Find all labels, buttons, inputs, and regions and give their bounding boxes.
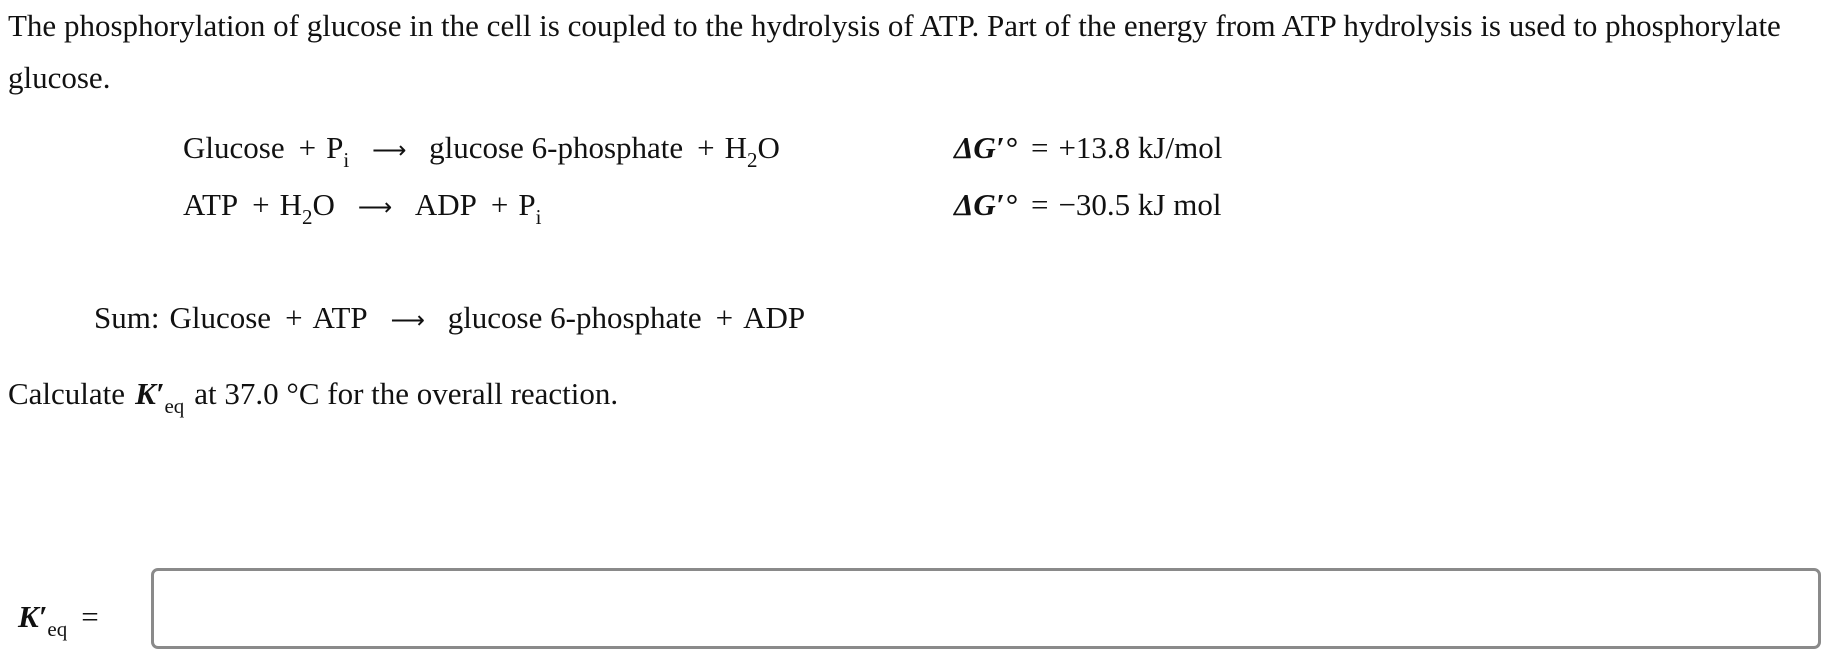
keq-answer-input[interactable]: [151, 568, 1821, 649]
reaction-arrow-icon: ⟶: [371, 136, 407, 164]
subscript: eq: [164, 394, 185, 418]
plus-sign: +: [298, 130, 317, 165]
product: ADP: [743, 300, 806, 335]
question-suffix: at 37.0 °C for the overall reaction.: [194, 376, 619, 411]
reactant: H: [279, 187, 303, 222]
keq-symbol: K′: [135, 376, 165, 411]
product: P: [518, 187, 536, 222]
plus-sign: +: [285, 300, 303, 335]
subscript: 2: [747, 148, 758, 172]
sum-label: Sum:: [94, 300, 160, 335]
reactant: P: [326, 130, 344, 165]
subscript: 2: [302, 205, 313, 229]
equals-sign: =: [81, 599, 99, 634]
reactant: ATP: [183, 187, 239, 222]
plus-sign: +: [715, 300, 734, 335]
subscript: i: [535, 205, 542, 229]
sum-reaction-equation: [94, 298, 805, 340]
plus-sign: +: [697, 130, 715, 165]
equals-sign: =: [1030, 187, 1049, 222]
keq-symbol: K′: [18, 599, 48, 634]
reactant: O: [312, 187, 335, 222]
answer-label: [18, 597, 99, 641]
reaction-1-free-energy: [954, 128, 1222, 168]
reactant: Glucose: [169, 300, 272, 335]
delta-g-label: ΔG′°: [954, 187, 1017, 222]
question-text: [8, 374, 619, 418]
question-prefix: Calculate: [8, 376, 126, 411]
reactant: ATP: [312, 300, 368, 335]
reaction-1-equation: [183, 128, 780, 170]
plus-sign: +: [252, 187, 270, 222]
reactant: Glucose: [183, 130, 285, 165]
subscript: i: [343, 148, 350, 172]
reaction-2-free-energy: [954, 185, 1221, 225]
reaction-arrow-icon: ⟶: [357, 193, 393, 221]
product: H: [724, 130, 748, 165]
subscript: eq: [47, 617, 68, 641]
plus-sign: +: [490, 187, 509, 222]
delta-g-label: ΔG′°: [954, 130, 1017, 165]
product: glucose 6-phosphate: [429, 130, 684, 165]
product: O: [757, 130, 780, 165]
equals-sign: =: [1030, 130, 1049, 165]
delta-g-value: −30.5 kJ mol: [1058, 187, 1222, 222]
reaction-arrow-icon: ⟶: [390, 306, 425, 334]
reaction-2-equation: [183, 185, 542, 227]
delta-g-value: +13.8 kJ/mol: [1058, 130, 1223, 165]
problem-intro: The phosphorylation of glucose in the cell is coupled to the hydrolysis of ATP. Part of the energy from ATP hydrolysis is used to phosphorylate glucose.: [8, 8, 1781, 95]
product: glucose 6-phosphate: [447, 300, 702, 335]
product: ADP: [414, 187, 477, 222]
